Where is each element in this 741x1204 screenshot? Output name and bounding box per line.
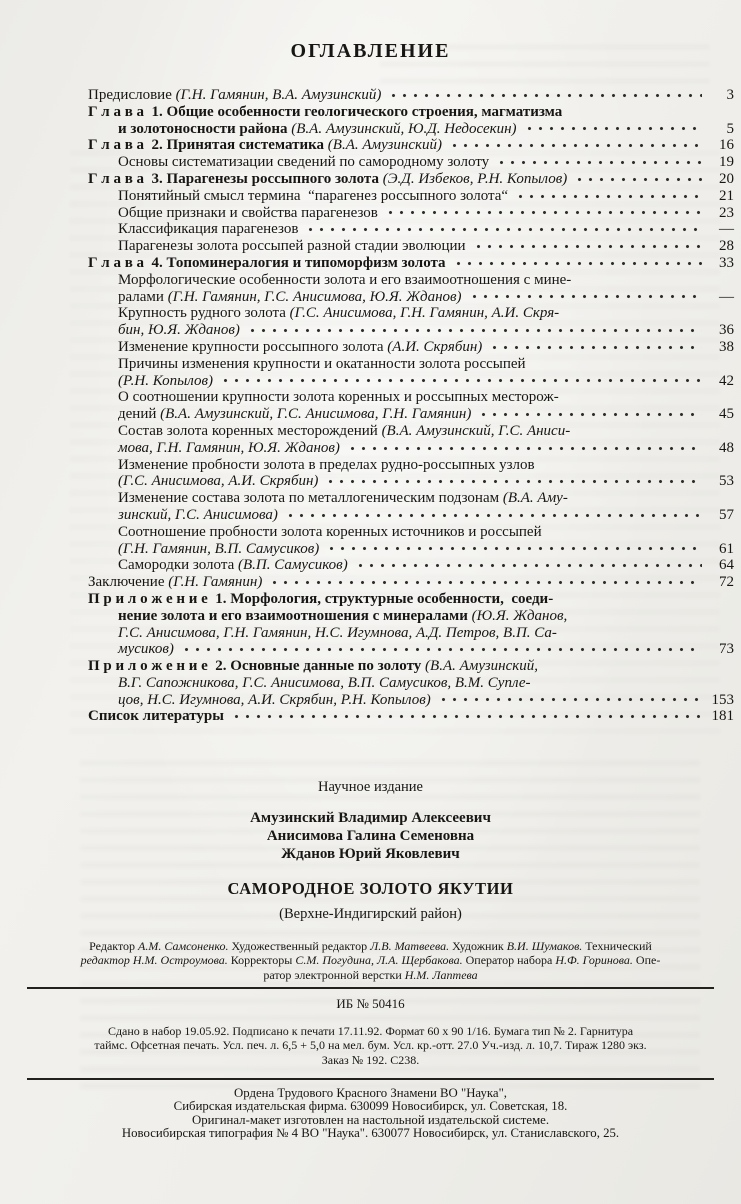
toc-entry-line xyxy=(88,675,734,692)
print-info-line: Заказ № 192. С238. xyxy=(321,1053,420,1068)
toc-entry-line xyxy=(88,641,734,658)
toc-page-number: 53 xyxy=(719,473,734,490)
text-segment: цов, Н.С. Игумнова, А.И. Скрябин, Р.Н. Копылов) xyxy=(118,691,431,708)
toc-entry-text xyxy=(118,356,526,372)
toc-entry-line xyxy=(88,255,734,272)
text-segment: Морфологические особенности золота и его взаимоотношения с мине- xyxy=(118,271,572,288)
toc-page-number: 48 xyxy=(719,439,734,456)
text-segment: (В.А. Амузинский, Г.С. Анисимова, Г.Н. Гамянин) xyxy=(160,406,472,423)
page-title: ОГЛАВЛЕНИЕ xyxy=(290,40,451,62)
text-segment: Г л а в а 3. Парагенезы россыпного золота xyxy=(88,170,383,187)
toc-entry-line xyxy=(88,507,734,524)
staff-line xyxy=(0,968,741,982)
dot-leader xyxy=(285,507,702,524)
toc-entry-text xyxy=(118,675,531,691)
toc-entry xyxy=(88,171,734,188)
toc-entry-line xyxy=(88,406,734,423)
text-segment: П р и л о ж е н и е 1. Морфология, структурные особенности, соеди- xyxy=(88,590,554,607)
text-segment: бин, Ю.Я. Жданов) xyxy=(118,322,240,339)
toc-entry-line xyxy=(88,322,734,339)
toc-page-number: 181 xyxy=(711,708,734,725)
dot-leader xyxy=(449,137,702,154)
toc-entry-line xyxy=(88,574,734,591)
text-segment: (Р.Н. Копылов) xyxy=(118,372,214,389)
print-info xyxy=(0,1024,741,1068)
text-segment: (Г.Н. Гамянин, В.А. Амузинский) xyxy=(175,87,382,103)
toc-entry-text xyxy=(118,541,319,558)
toc-list xyxy=(88,87,734,725)
toc-entry-line xyxy=(88,272,734,289)
text-segment: (В.А. Аму- xyxy=(502,490,568,507)
text-segment: (Г.С. Анисимова, А.И. Скрябин) xyxy=(118,473,319,490)
author-name: Жданов Юрий Яковлевич xyxy=(281,846,460,863)
toc-entry xyxy=(88,574,734,591)
dot-leader xyxy=(231,708,702,725)
toc-entry-text xyxy=(118,305,559,321)
text-segment: Г л а в а 1. Общие особенности геологического строения, магматизма xyxy=(88,103,563,120)
dot-leader xyxy=(347,440,702,457)
toc-entry-line xyxy=(88,541,734,558)
toc-entry-text xyxy=(118,423,570,439)
toc-page-number: 33 xyxy=(719,254,734,271)
toc-entry-line xyxy=(88,238,734,255)
text-segment: С.М. Погудина, Л.А. Щербакова. xyxy=(295,953,463,968)
dot-leader xyxy=(489,339,702,356)
author-name: Амузинский Владимир Алексеевич xyxy=(250,810,491,827)
text-segment: (Э.Д. Избеков, Р.Н. Копылов) xyxy=(382,170,568,187)
divider xyxy=(27,1078,714,1080)
text-segment: (В.А. Амузинский, Ю.Д. Недосекин) xyxy=(291,120,517,137)
text-segment: Технический xyxy=(582,939,652,954)
text-segment: Соотношение пробности золота коренных источников и россыпей xyxy=(118,523,542,540)
text-segment: Самородки золота xyxy=(118,557,238,574)
text-segment: П р и л о ж е н и е 2. Основные данные по золоту xyxy=(88,658,426,675)
toc-page-number: 38 xyxy=(719,338,734,355)
toc-entry xyxy=(88,87,734,104)
toc-entry-line xyxy=(88,221,734,238)
toc-entry-text xyxy=(118,440,340,457)
toc-entry-text xyxy=(118,692,431,709)
toc-entry xyxy=(88,221,734,238)
toc-entry-text xyxy=(118,188,508,205)
text-segment: Художник xyxy=(449,939,507,954)
toc-entry-text xyxy=(118,608,567,624)
dot-leader xyxy=(524,121,702,138)
toc-entry-text xyxy=(118,373,213,390)
text-segment: Заключение xyxy=(88,574,169,591)
dot-leader xyxy=(385,205,702,222)
toc-page-number: 28 xyxy=(719,238,734,255)
toc-entry-line xyxy=(88,305,734,322)
toc-entry-line xyxy=(88,708,734,725)
toc-entry-text xyxy=(118,322,240,339)
text-segment: Художественный редактор xyxy=(228,939,371,954)
toc-entry-text xyxy=(118,121,517,138)
text-segment: и золотоносности района xyxy=(118,120,292,137)
dot-leader xyxy=(453,255,702,272)
toc-entry-text xyxy=(118,457,535,473)
toc-entry xyxy=(88,104,734,138)
toc-entry-text xyxy=(118,339,482,356)
toc-entry-text xyxy=(88,255,446,272)
text-segment: (В.А. Амузинский, Г.С. Аниси- xyxy=(381,422,571,439)
toc-entry xyxy=(88,339,734,356)
toc-entry xyxy=(88,154,734,171)
text-segment: Понятийный смысл термина “парагенез россыпного золота“ xyxy=(118,187,509,204)
colophon xyxy=(0,779,741,1141)
print-info-line: таймс. Офсетная печать. Усл. печ. л. 6,5 + 5,0 на мел. бум. Усл. кр.-отт. 27.0 Уч.-изд. л. 10,7. Тираж 1280 экз. xyxy=(94,1038,647,1053)
publisher-imprint xyxy=(0,1087,741,1141)
text-segment: (Ю.Я. Жданов, xyxy=(471,607,568,624)
dot-leader xyxy=(388,87,702,104)
toc-entry xyxy=(88,490,734,524)
dot-leader xyxy=(469,289,702,306)
toc-page-number: 23 xyxy=(719,204,734,221)
toc-entry xyxy=(88,524,734,558)
text-segment: (А.И. Скрябин) xyxy=(387,338,483,355)
toc-entry-line xyxy=(88,524,734,541)
toc-entry xyxy=(88,658,734,708)
dot-leader xyxy=(473,238,702,255)
text-segment: Изменение состава золота по металлогеническим подзонам xyxy=(118,490,503,507)
toc-page-number: 16 xyxy=(719,137,734,154)
toc-entry-line xyxy=(88,591,734,608)
toc-page-number: 57 xyxy=(719,506,734,523)
toc-entry-line xyxy=(88,692,734,709)
toc-entry-line xyxy=(88,608,734,625)
toc-entry xyxy=(88,591,734,658)
toc-entry-line xyxy=(88,625,734,642)
toc-entry-line xyxy=(88,205,734,222)
toc-entry xyxy=(88,457,734,491)
toc-entry-line xyxy=(88,389,734,406)
toc-entry-text xyxy=(118,221,298,238)
toc-entry-text xyxy=(118,272,571,288)
toc-page-number: — xyxy=(719,221,734,238)
text-segment: Н.Ф. Горинова. xyxy=(555,953,633,968)
toc-entry-text xyxy=(118,524,542,540)
publisher-line: Новосибирская типография № 4 ВО "Наука". 630077 Новосибирск, ул. Станиславского, 25. xyxy=(121,1126,620,1141)
toc-entry-line xyxy=(88,557,734,574)
toc-entry-line xyxy=(88,154,734,171)
toc-entry-line xyxy=(88,457,734,474)
text-segment: Л.В. Матвеева. xyxy=(370,939,450,954)
toc-entry xyxy=(88,238,734,255)
divider xyxy=(27,987,714,989)
toc-entry-text xyxy=(88,104,562,120)
toc-entry-text xyxy=(88,171,567,188)
text-segment: Изменение пробности золота в пределах рудно-россыпных узлов xyxy=(118,456,535,473)
toc-entry-text xyxy=(118,238,466,255)
toc-entry xyxy=(88,423,734,457)
toc-entry xyxy=(88,389,734,423)
toc-entry-text xyxy=(118,507,278,524)
toc-entry xyxy=(88,557,734,574)
toc-entry-text xyxy=(118,641,174,658)
toc-entry xyxy=(88,255,734,272)
text-segment: Г л а в а 2. Принятая систематика xyxy=(88,137,328,154)
print-info-line: Сдано в набор 19.05.92. Подписано к печати 17.11.92. Формат 60 х 90 1/16. Бумага тип № 2. Гарнитура xyxy=(107,1023,634,1038)
toc-page-number: 21 xyxy=(719,187,734,204)
toc-page-number: 36 xyxy=(719,322,734,339)
staff-line xyxy=(0,939,741,953)
toc-entry-text xyxy=(118,557,348,574)
toc-entry xyxy=(88,272,734,306)
toc-page-number: 45 xyxy=(719,406,734,423)
toc-entry-text xyxy=(88,591,553,607)
toc-entry-line xyxy=(88,104,734,121)
toc-entry-text xyxy=(88,87,381,104)
book-title: САМОРОДНОЕ ЗОЛОТО ЯКУТИИ xyxy=(227,879,514,899)
editorial-staff-note xyxy=(0,939,741,982)
toc-entry xyxy=(88,305,734,339)
toc-page-number: 72 xyxy=(719,574,734,591)
dot-leader xyxy=(325,473,702,490)
text-segment: Предисловие xyxy=(88,87,176,103)
text-segment: (В.А. Амузинский, xyxy=(425,658,539,675)
toc-entry-text xyxy=(88,658,538,674)
text-segment: Общие признаки и свойства парагенезов xyxy=(118,204,378,221)
toc-entry xyxy=(88,205,734,222)
text-segment: Корректоры xyxy=(227,953,296,968)
text-segment: (Г.Н. Гамянин, Г.С. Анисимова, Ю.Я. Жданов) xyxy=(167,288,462,305)
dot-leader xyxy=(326,541,702,558)
text-segment: зинский, Г.С. Анисимова) xyxy=(118,506,278,523)
toc-page-number: 61 xyxy=(719,540,734,557)
toc-page-number: 42 xyxy=(719,372,734,389)
toc-entry-text xyxy=(88,574,262,591)
dot-leader xyxy=(496,154,702,171)
text-segment: (Г.С. Анисимова, Г.Н. Гамянин, А.И. Скря- xyxy=(289,305,560,322)
text-segment: О соотношении крупности золота коренных и россыпных месторож- xyxy=(118,389,559,406)
toc-entry-text xyxy=(118,205,378,222)
text-segment: ралами xyxy=(118,288,168,305)
text-segment: мусиков) xyxy=(118,641,174,658)
dot-leader xyxy=(305,221,702,238)
dot-leader xyxy=(574,171,702,188)
dot-leader xyxy=(355,557,702,574)
publisher-line: Ордена Трудового Красного Знамени ВО "Наука", xyxy=(233,1085,507,1100)
toc-entry xyxy=(88,708,734,725)
toc-page-number: 73 xyxy=(719,641,734,658)
author-name: Анисимова Галина Семеновна xyxy=(266,828,475,845)
toc-entry-line xyxy=(88,423,734,440)
toc-entry-line xyxy=(88,658,734,675)
book-subtitle: (Верхне-Индигирский район) xyxy=(279,906,462,923)
toc-entry-text xyxy=(118,406,471,423)
text-segment: (Г.Н. Гамянин) xyxy=(168,574,263,591)
toc-page-number: — xyxy=(719,288,734,305)
toc-page-number: 64 xyxy=(719,557,734,574)
text-segment: Опе- xyxy=(632,953,661,968)
text-segment: Основы систематизации сведений по самородному золоту xyxy=(118,154,490,171)
toc-entry-line xyxy=(88,339,734,356)
toc-entry-line xyxy=(88,473,734,490)
toc-entry-text xyxy=(118,490,568,506)
text-segment: дений xyxy=(118,406,161,423)
text-segment: нение золота и его взаимоотношения с минералами xyxy=(118,607,472,624)
text-segment: Изменение крупности россыпного золота xyxy=(118,338,388,355)
toc-entry-text xyxy=(118,625,557,641)
toc-entry xyxy=(88,137,734,154)
text-segment: Г.С. Анисимова, Г.Н. Гамянин, Н.С. Игумнова, А.Д. Петров, В.П. Са- xyxy=(118,624,557,641)
dot-leader xyxy=(269,574,702,591)
text-segment: В.И. Шумаков. xyxy=(506,939,583,954)
toc-entry-line xyxy=(88,373,734,390)
toc-page-number: 19 xyxy=(719,154,734,171)
toc-entry xyxy=(88,188,734,205)
text-segment: Н.М. Лаптева xyxy=(404,967,478,982)
toc-entry xyxy=(88,356,734,390)
text-segment: В.Г. Сапожникова, Г.С. Анисимова, В.П. Самусиков, В.М. Супле- xyxy=(118,674,531,691)
text-segment: А.М. Самсоненко. xyxy=(138,939,229,954)
author-list xyxy=(0,809,741,863)
toc-entry-text xyxy=(118,154,489,171)
text-segment: Классификация парагенезов xyxy=(118,221,299,238)
toc-entry-line xyxy=(88,188,734,205)
toc-page-number: 3 xyxy=(726,87,734,103)
text-segment: Причины изменения крупности и окатанности золота россыпей xyxy=(118,355,526,372)
publisher-line: Оригинал-макет изготовлен на настольной издательской системе. xyxy=(191,1112,550,1127)
text-segment: Парагенезы золота россыпей разной стадии эволюции xyxy=(118,238,466,255)
edition-note: Научное издание xyxy=(318,779,423,796)
toc-entry-line xyxy=(88,440,734,457)
toc-entry-text xyxy=(118,473,318,490)
text-segment: (Г.Н. Гамянин, В.П. Самусиков) xyxy=(118,540,320,557)
text-segment: Состав золота коренных месторождений xyxy=(118,422,382,439)
toc-entry-line xyxy=(88,87,734,104)
toc-entry-line xyxy=(88,171,734,188)
text-segment: редактор Н.М. Остроумова. xyxy=(80,953,228,968)
text-segment: Список литературы xyxy=(88,708,224,725)
dot-leader xyxy=(438,692,702,709)
text-segment: (В.П. Самусиков) xyxy=(238,557,348,574)
toc-entry-text xyxy=(118,389,559,405)
text-segment: Г л а в а 4. Топоминералогия и типоморфизм золота xyxy=(88,254,446,271)
text-segment: (В.А. Амузинский) xyxy=(327,137,443,154)
text-segment: Редактор xyxy=(89,939,139,954)
toc-entry-line xyxy=(88,137,734,154)
staff-line xyxy=(0,953,741,967)
text-segment: мова, Г.Н. Гамянин, Ю.Я. Жданов) xyxy=(118,439,340,456)
toc-entry-line xyxy=(88,289,734,306)
toc-page-number: 20 xyxy=(719,170,734,187)
dot-leader xyxy=(515,188,702,205)
dot-leader xyxy=(478,406,702,423)
text-segment: Оператор набора xyxy=(462,953,556,968)
dot-leader xyxy=(247,322,702,339)
toc-entry-text xyxy=(118,289,462,306)
toc-page-number: 153 xyxy=(711,691,734,708)
toc-entry-line xyxy=(88,356,734,373)
text-segment: Крупность рудного золота xyxy=(118,305,290,322)
text-segment: ратор электронной верстки xyxy=(263,967,405,982)
dot-leader xyxy=(220,373,702,390)
toc-entry-line xyxy=(88,121,734,138)
toc-entry-line xyxy=(88,490,734,507)
toc-entry-text xyxy=(88,137,442,154)
dot-leader xyxy=(181,641,702,658)
publisher-line: Сибирская издательская фирма. 630099 Новосибирск, ул. Советская, 18. xyxy=(173,1099,568,1114)
ib-number: ИБ № 50416 xyxy=(336,995,405,1011)
toc-entry-text xyxy=(88,708,224,725)
toc-page-number: 5 xyxy=(726,120,734,137)
